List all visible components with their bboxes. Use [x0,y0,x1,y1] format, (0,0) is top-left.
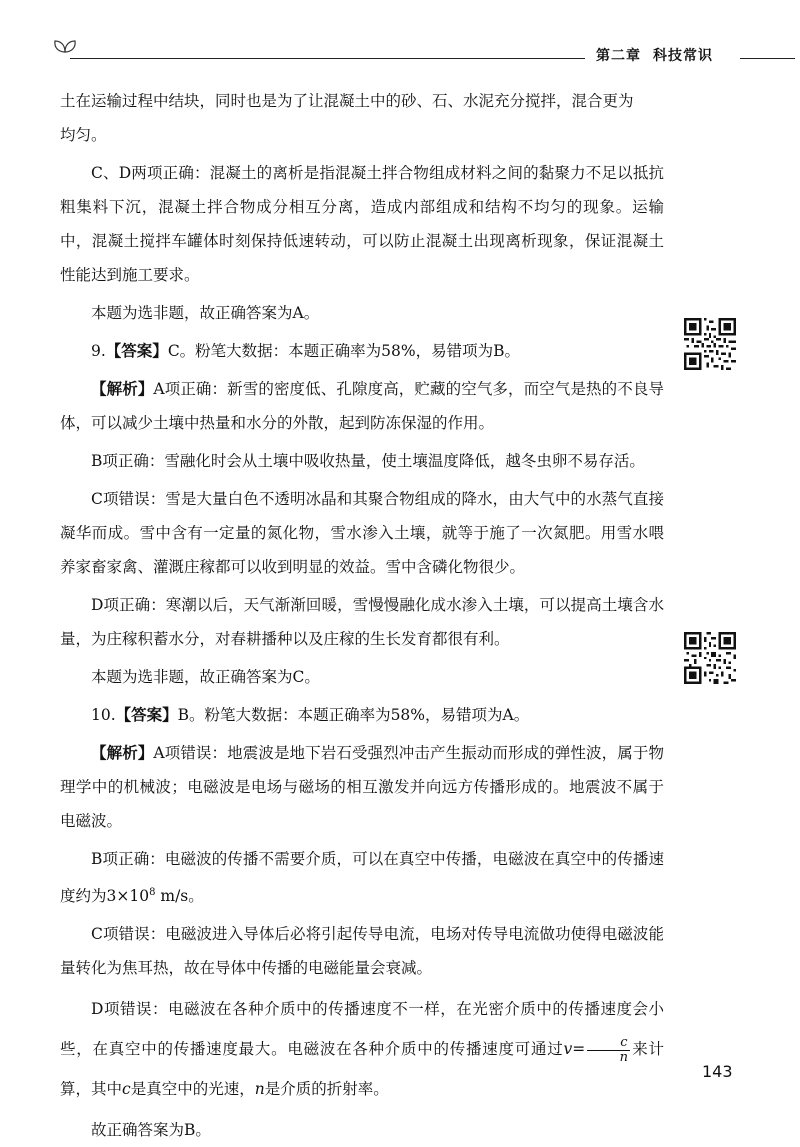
chapter-heading [596,45,713,65]
text: 是真空中的光速， [130,1080,255,1099]
paragraph: 故正确答案为B。 [91,1121,211,1140]
analysis-text: A项正确：新雪的密度低、孔隙度高，贮藏的空气多，而空气是热的不良导体，可以减少土壤中热量和水分的外散，起到防冻保湿的作用。 [60,380,664,432]
qr-code-icon[interactable] [684,318,736,370]
page-body [60,84,664,1147]
formula-variable: c [122,1080,131,1099]
paragraph: 本题为选非题，故正确答案为C。 [91,668,320,686]
paragraph: 土在运输过程中结块，同时也是为了让混凝土中的砂、石、水泥充分搅拌，混合更为 [60,92,634,110]
unit: m/s。 [155,887,204,906]
paragraph: C项错误：雪是大量白色不透明冰晶和其聚合物组成的降水，由大气中的水蒸气直接凝华而成。雪中含有一定量的氮化物，雪水渗入土壤，就等于施了一次氮肥。用雪水喂养家畜家禽、灌溉庄稼都可以收到明显的效益。雪中含磷化物很少。 [60,490,664,576]
answer-tag: 【答案】 [105,341,168,360]
formula-equals: = [572,1040,586,1059]
text: B项正确：电磁波的传播不需要介质，可以在真空中传播，电磁波在真空中的传播速度约为3×10 [60,850,664,906]
question-9-analysis [60,372,664,440]
text: 是介质的折射率。 [264,1080,389,1099]
exponent: 8 [149,887,156,898]
header-rule-right [740,58,795,59]
answer-tag: 【答案】 [115,705,178,724]
fraction-denominator: n [619,1049,629,1065]
page-header [0,0,800,70]
analysis-tag: 【解析】 [91,379,154,398]
paragraph: 本题为选非题，故正确答案为A。 [91,304,320,322]
page-number: 143 [702,1062,733,1081]
formula-variable: n [254,1080,265,1099]
answer-text: B。粉笔大数据：本题正确率为58%，易错项为A。 [177,706,530,724]
text: D项错误：电磁波在各种介质中的传播速度不一样，在光密介质中的传播速度会小些，在真空中的传播速度最大。电磁波在各种介质中的传播速度可通过 [60,1000,664,1059]
text: 来计算，其中 [60,1040,664,1099]
chapter-number: 第二章 [596,48,641,64]
paragraph [60,989,664,1109]
fraction-numerator: c [587,1036,629,1051]
formula-variable: v [563,1040,573,1059]
header-rule-left [70,58,585,59]
paragraph: 均匀。 [60,126,107,144]
question-10-answer [60,698,664,732]
analysis-tag: 【解析】 [91,743,154,762]
formula-fraction [587,1036,629,1065]
question-number: 9. [91,342,106,360]
question-10-analysis [60,736,664,838]
paragraph: B项正确：雪融化时会从土壤中吸收热量，使土壤温度降低，越冬虫卵不易存活。 [91,452,645,470]
answer-text: C。粉笔大数据：本题正确率为58%，易错项为B。 [167,342,521,360]
chapter-title: 科技常识 [653,48,713,64]
paragraph: C、D两项正确：混凝土的离析是指混凝土拌合物组成材料之间的黏聚力不足以抵抗粗集料下沉，混凝土拌合物成分相互分离，造成内部组成和结构不均匀的现象。运输中，混凝土搅拌车罐体时刻保持低速转动，可以防止混凝土出现离析现象，保证混凝土性能达到施工要求。 [60,164,664,284]
leaf-icon [52,38,78,54]
paragraph: C项错误：电磁波进入导体后必将引起传导电流，电场对传导电流做功使得电磁波能量转化为焦耳热，故在导体中传播的电磁能量会衰减。 [60,925,664,978]
qr-code-icon[interactable] [684,632,736,684]
question-number: 10. [91,706,116,724]
paragraph: D项正确：寒潮以后，天气渐渐回暖，雪慢慢融化成水渗入土壤，可以提高土壤含水量，为庄稼积蓄水分，对春耕播种以及庄稼的生长发育都很有利。 [60,596,664,648]
analysis-text: A项错误：地震波是地下岩石受强烈冲击产生振动而形成的弹性波，属于物理学中的机械波；电磁波是电场与磁场的相互激发并向远方传播形成的。地震波不属于电磁波。 [60,744,664,830]
paragraph [60,842,664,913]
question-9-answer [60,334,664,368]
